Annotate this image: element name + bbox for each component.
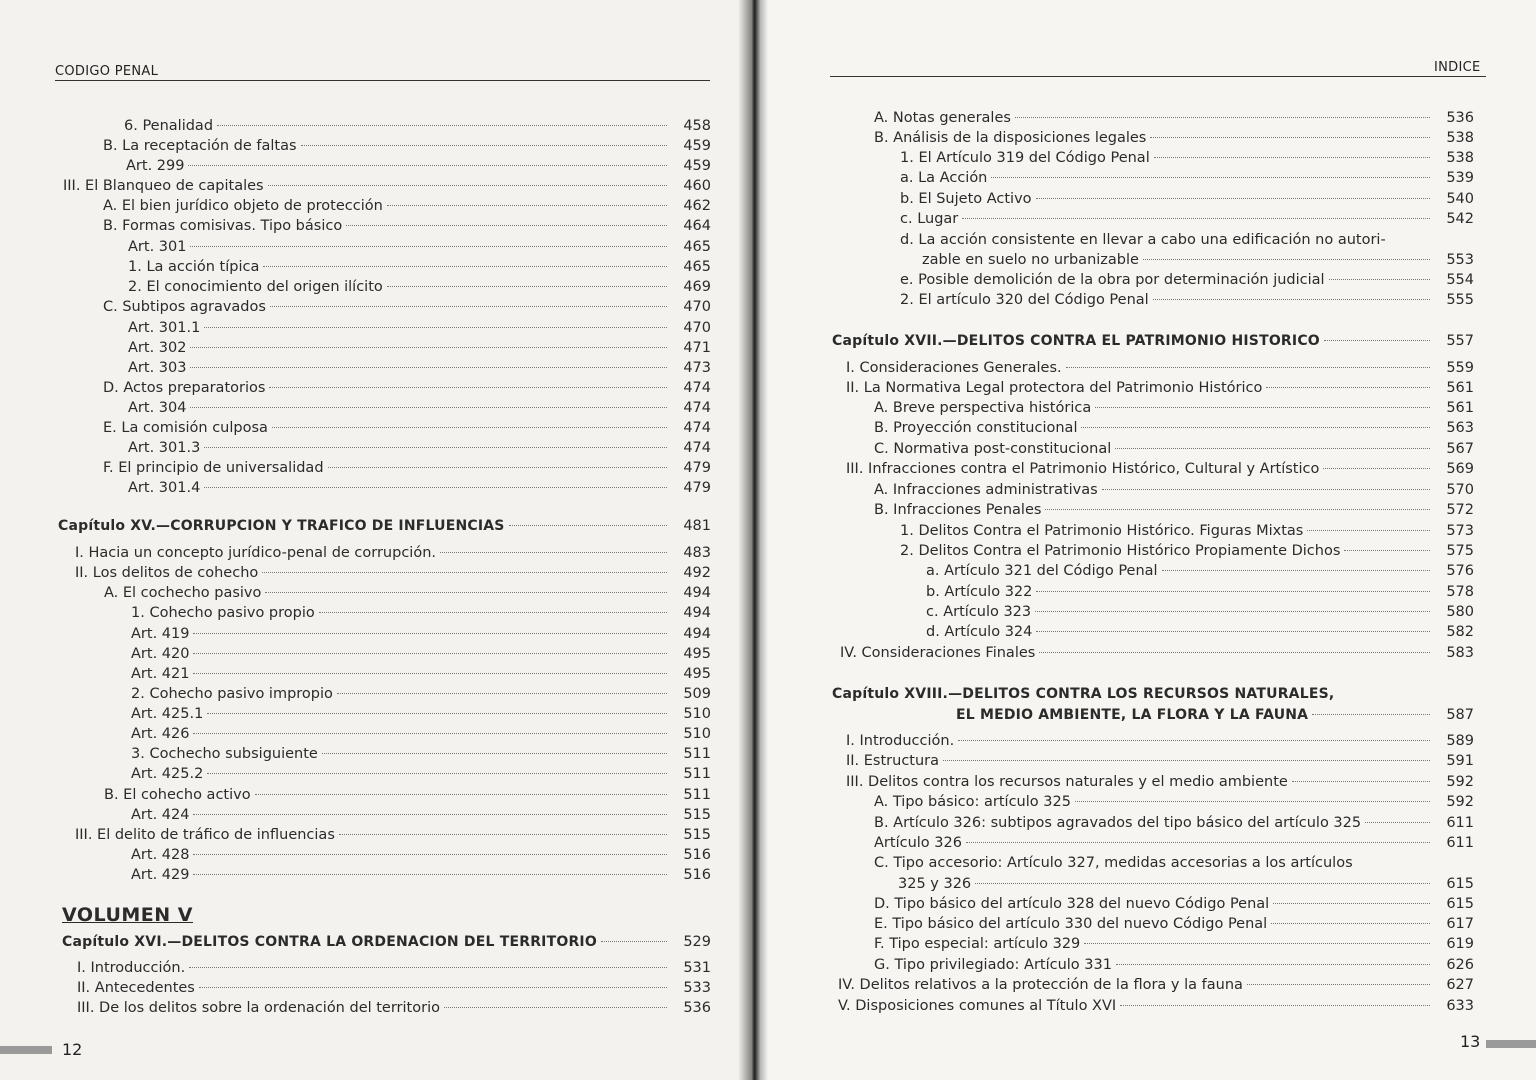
toc-right	[750, 0, 1536, 1080]
toc-entry[interactable]: Artículo 326 611	[874, 835, 1474, 851]
toc-entry[interactable]: 1. Cohecho pasivo propio 494	[131, 605, 711, 621]
toc-entry[interactable]: 1. Delitos Contra el Patrimonio Histórico. Figuras Mixtas 573	[900, 523, 1474, 539]
toc-entry[interactable]: 1. La acción típica 465	[128, 259, 711, 275]
page-number-left: 12	[62, 1040, 83, 1059]
toc-entry[interactable]: d. Artículo 324 582	[926, 624, 1474, 640]
toc-entry[interactable]: a. Artículo 321 del Código Penal 576	[926, 563, 1474, 579]
toc-entry[interactable]: c. Lugar 542	[900, 211, 1474, 227]
toc-entry[interactable]: e. Posible demolición de la obra por determinación judicial 554	[900, 272, 1474, 288]
toc-chapter[interactable]: EL MEDIO AMBIENTE, LA FLORA Y LA FAUNA 587	[956, 707, 1474, 723]
toc-entry[interactable]: II. La Normativa Legal protectora del Patrimonio Histórico 561	[846, 380, 1474, 396]
toc-entry[interactable]: B. Infracciones Penales 572	[874, 502, 1474, 518]
toc-entry[interactable]: I. Hacia un concepto jurídico-penal de corrupción. 483	[75, 545, 711, 561]
toc-entry[interactable]: A. Notas generales 536	[874, 110, 1474, 126]
toc-entry[interactable]: 3. Cochecho subsiguiente 511	[131, 746, 711, 762]
toc-entry[interactable]: C. Tipo accesorio: Artículo 327, medidas accesorias a los artículos	[874, 855, 1353, 871]
toc-entry[interactable]: b. El Sujeto Activo 540	[900, 191, 1474, 207]
toc-entry[interactable]: d. La acción consistente en llevar a cabo una edificación no autori-	[900, 232, 1386, 248]
toc-entry[interactable]: F. Tipo especial: artículo 329 619	[874, 936, 1474, 952]
toc-entry[interactable]: B. El cohecho activo 511	[104, 787, 711, 803]
toc-entry[interactable]: Art. 428 516	[131, 847, 711, 863]
toc-left	[0, 0, 750, 1080]
toc-entry[interactable]: G. Tipo privilegiado: Artículo 331 626	[874, 957, 1474, 973]
toc-entry[interactable]: E. Tipo básico del artículo 330 del nuevo Código Penal 617	[874, 916, 1474, 932]
toc-entry[interactable]: Art. 301.3 474	[128, 440, 711, 456]
toc-entry[interactable]: Art. 425.1 510	[131, 706, 711, 722]
toc-entry[interactable]: c. Artículo 323 580	[926, 604, 1474, 620]
toc-entry[interactable]: 1. El Artículo 319 del Código Penal 538	[900, 150, 1474, 166]
toc-entry[interactable]: Art. 425.2 511	[131, 766, 711, 782]
running-head-left: CODIGO PENAL	[55, 64, 159, 79]
toc-entry[interactable]: a. La Acción 539	[900, 170, 1474, 186]
toc-entry[interactable]: Art. 304 474	[128, 400, 711, 416]
toc-entry[interactable]: I. Consideraciones Generales. 559	[846, 360, 1474, 376]
toc-entry[interactable]: II. Estructura 591	[846, 753, 1474, 769]
toc-entry[interactable]: A. Breve perspectiva histórica 561	[874, 400, 1474, 416]
toc-entry[interactable]: Art. 299 459	[126, 158, 711, 174]
toc-entry[interactable]: 6. Penalidad 458	[124, 118, 711, 134]
toc-entry[interactable]: Art. 302 471	[128, 340, 711, 356]
toc-chapter[interactable]: Capítulo XVI.—DELITOS CONTRA LA ORDENACION DEL TERRITORIO 529	[62, 934, 711, 950]
toc-entry[interactable]: A. Tipo básico: artículo 325 592	[874, 794, 1474, 810]
toc-entry[interactable]: zable en suelo no urbanizable 553	[922, 252, 1474, 268]
toc-entry[interactable]: B. Formas comisivas. Tipo básico 464	[103, 218, 711, 234]
toc-entry[interactable]: B. Análisis de la disposiciones legales 538	[874, 130, 1474, 146]
toc-entry[interactable]: IV. Delitos relativos a la protección de la flora y la fauna 627	[838, 977, 1474, 993]
toc-entry[interactable]: III. De los delitos sobre la ordenación del territorio 536	[77, 1000, 711, 1016]
toc-entry[interactable]: D. Tipo básico del artículo 328 del nuevo Código Penal 615	[874, 896, 1474, 912]
book-gutter	[738, 0, 768, 1080]
toc-entry[interactable]: III. El delito de tráfico de influencias 515	[75, 827, 711, 843]
toc-entry[interactable]: 2. El artículo 320 del Código Penal 555	[900, 292, 1474, 308]
toc-entry[interactable]: Art. 303 473	[128, 360, 711, 376]
toc-entry[interactable]: IV. Consideraciones Finales 583	[840, 645, 1474, 661]
toc-chapter[interactable]: Capítulo XVIII.—DELITOS CONTRA LOS RECURSOS NATURALES,	[832, 686, 1335, 702]
toc-entry[interactable]: III. Delitos contra los recursos naturales y el medio ambiente 592	[846, 774, 1474, 790]
toc-entry[interactable]: 2. El conocimiento del origen ilícito 469	[128, 279, 711, 295]
page-number-right: 13	[1460, 1032, 1481, 1051]
toc-entry[interactable]: 325 y 326 615	[898, 876, 1474, 892]
running-head-right: INDICE	[1434, 60, 1481, 75]
page-edge-mark	[0, 1046, 52, 1054]
toc-entry[interactable]: 2. Delitos Contra el Patrimonio Histórico Propiamente Dichos 575	[900, 543, 1474, 559]
toc-entry[interactable]: Art. 419 494	[131, 626, 711, 642]
toc-entry[interactable]: II. Antecedentes 533	[77, 980, 711, 996]
toc-entry[interactable]: A. Infracciones administrativas 570	[874, 482, 1474, 498]
toc-entry[interactable]: Art. 424 515	[131, 807, 711, 823]
volume-title: VOLUMEN V	[62, 904, 193, 926]
toc-entry[interactable]: III. El Blanqueo de capitales 460	[63, 178, 711, 194]
toc-entry[interactable]: Art. 421 495	[131, 666, 711, 682]
toc-chapter[interactable]: Capítulo XVII.—DELITOS CONTRA EL PATRIMONIO HISTORICO 557	[832, 333, 1474, 349]
toc-entry[interactable]: I. Introducción. 589	[846, 733, 1474, 749]
toc-entry[interactable]: C. Subtipos agravados 470	[103, 299, 711, 315]
right-page	[750, 0, 1536, 1080]
toc-chapter[interactable]: Capítulo XV.—CORRUPCION Y TRAFICO DE INFLUENCIAS 481	[58, 518, 711, 534]
toc-entry[interactable]: 2. Cohecho pasivo impropio 509	[131, 686, 711, 702]
toc-entry[interactable]: V. Disposiciones comunes al Título XVI 633	[838, 998, 1474, 1014]
toc-entry[interactable]: Art. 301 465	[128, 239, 711, 255]
toc-entry[interactable]: Art. 301.4 479	[128, 480, 711, 496]
page-edge-mark	[1486, 1040, 1536, 1048]
toc-entry[interactable]: Art. 420 495	[131, 646, 711, 662]
toc-entry[interactable]: II. Los delitos de cohecho 492	[75, 565, 711, 581]
toc-entry[interactable]: C. Normativa post-constitucional 567	[874, 441, 1474, 457]
toc-entry[interactable]: I. Introducción. 531	[77, 960, 711, 976]
toc-entry[interactable]: B. La receptación de faltas 459	[103, 138, 711, 154]
toc-entry[interactable]: A. El cochecho pasivo 494	[104, 585, 711, 601]
toc-entry[interactable]: Art. 426 510	[131, 726, 711, 742]
toc-entry[interactable]: F. El principio de universalidad 479	[103, 460, 711, 476]
toc-entry[interactable]: E. La comisión culposa 474	[103, 420, 711, 436]
toc-entry[interactable]: D. Actos preparatorios 474	[103, 380, 711, 396]
toc-entry[interactable]: III. Infracciones contra el Patrimonio Histórico, Cultural y Artístico 569	[846, 461, 1474, 477]
toc-entry[interactable]: B. Proyección constitucional 563	[874, 420, 1474, 436]
toc-entry[interactable]: Art. 301.1 470	[128, 320, 711, 336]
toc-entry[interactable]: B. Artículo 326: subtipos agravados del tipo básico del artículo 325 611	[874, 815, 1474, 831]
toc-entry[interactable]: A. El bien jurídico objeto de protección 462	[103, 198, 711, 214]
left-page	[0, 0, 750, 1080]
toc-entry[interactable]: b. Artículo 322 578	[926, 584, 1474, 600]
toc-entry[interactable]: Art. 429 516	[131, 867, 711, 883]
